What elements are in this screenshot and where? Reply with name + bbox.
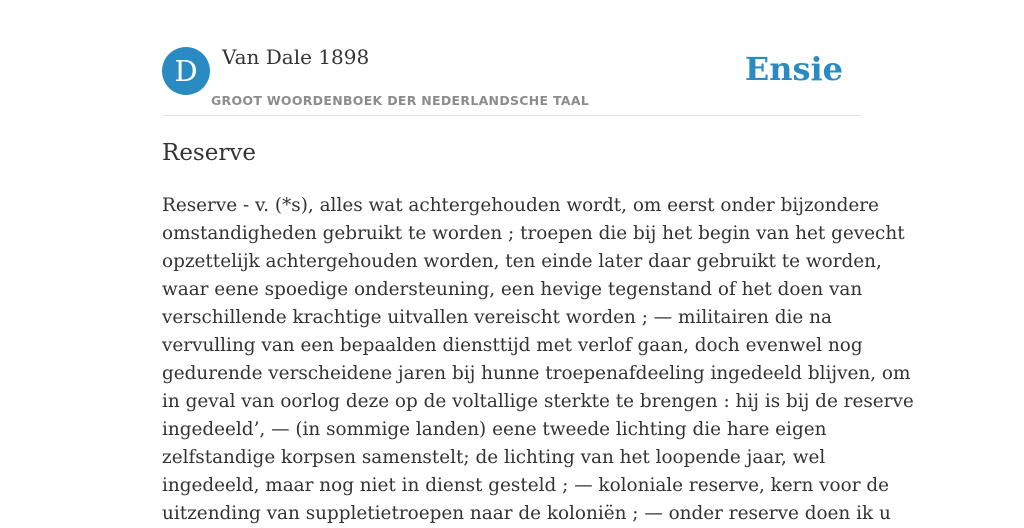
definition-line: vervulling van een bepaalden diensttijd met verlof gaan, doch evenwel nog: [162, 335, 863, 356]
definition-line: ingedeeld’, — (in sommige landen) eene tweede lichting die hare eigen: [162, 419, 827, 440]
entry-definition: [162, 192, 914, 528]
definition-line: omstandigheden gebruikt te worden ; troepen die bij het begin van het gevecht: [162, 223, 905, 244]
definition-line: ingedeeld, maar nog niet in dienst gesteld ; — koloniale reserve, kern voor de: [162, 475, 889, 496]
source-title[interactable]: Van Dale 1898: [222, 45, 370, 69]
definition-line: gedurende verscheidene jaren bij hunne troepenafdeeling ingedeeld blijven, om: [162, 363, 911, 384]
source-subtitle: GROOT WOORDENBOEK DER NEDERLANDSCHE TAAL: [211, 93, 590, 108]
definition-line: opzettelijk achtergehouden worden, ten einde later daar gebruikt te worden,: [162, 251, 882, 272]
source-avatar[interactable]: D: [162, 47, 210, 95]
definition-line: zelfstandige korpsen samenstelt; de lichting van het loopende jaar, wel: [162, 447, 826, 468]
definition-line: verschillende krachtige uitvallen vereischt worden ; — militairen die na: [162, 307, 832, 328]
definition-line: in geval van oorlog deze op de voltallige sterkte te brengen : hij is bij de reserve: [162, 391, 914, 412]
definition-line: Reserve - v. (*s), alles wat achtergehouden wordt, om eerst onder bijzondere: [162, 195, 879, 216]
definition-line: uitzending van suppletietroepen naar de koloniën ; — onder reserve doen ik u: [162, 503, 891, 524]
ensie-logo[interactable]: Ensie: [744, 50, 843, 88]
entry-title: Reserve: [162, 140, 256, 166]
header-divider: [162, 115, 862, 116]
definition-line: waar eene spoedige ondersteuning, een hevige tegenstand of het doen van: [162, 279, 863, 300]
